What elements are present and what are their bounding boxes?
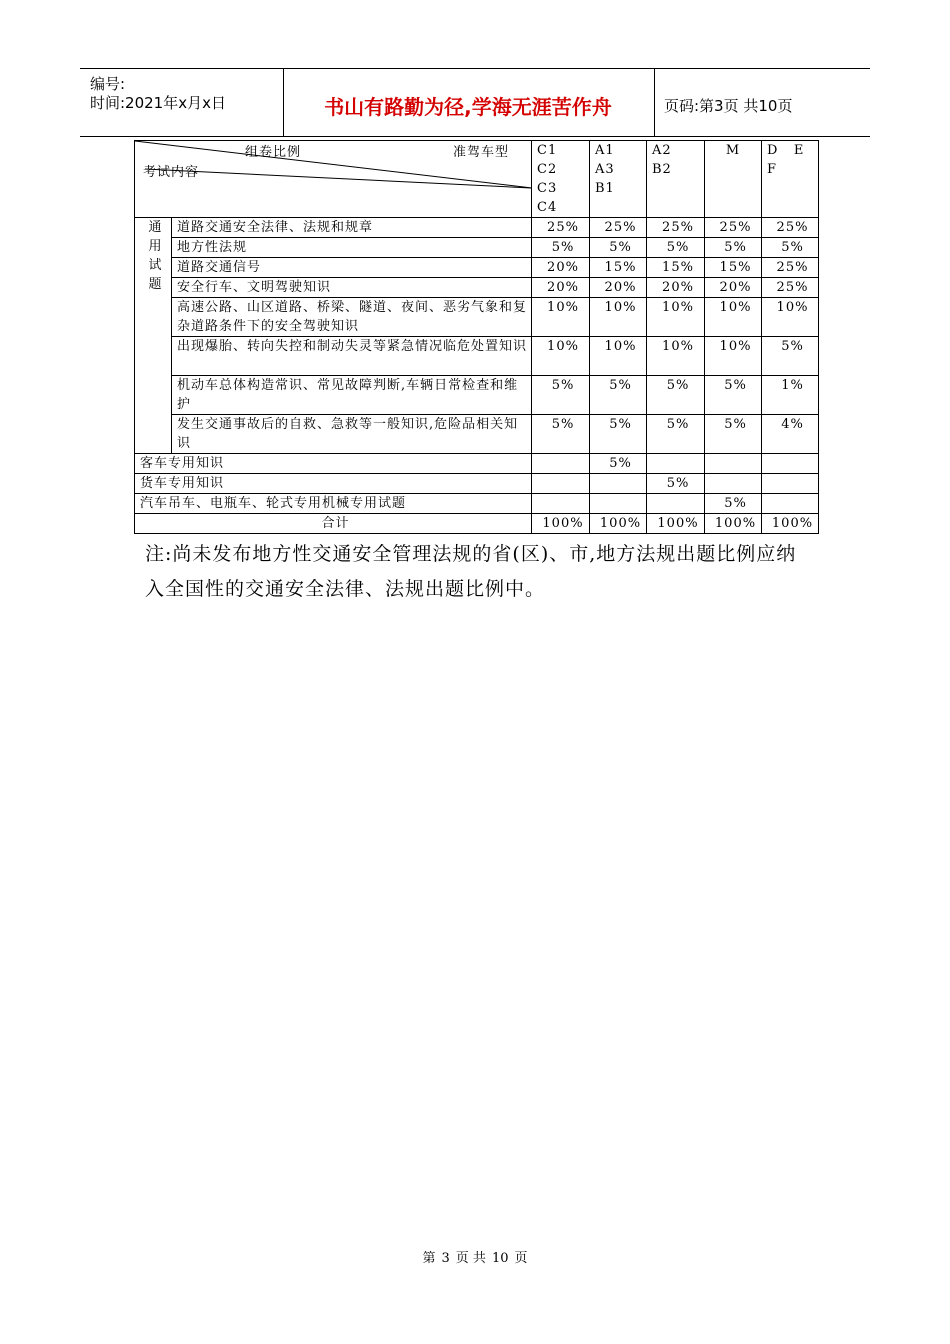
corner-label-exam-content: 考试内容 xyxy=(143,165,200,180)
ratio-cell xyxy=(647,494,705,514)
column-header-label: A2 B2 xyxy=(652,143,672,177)
column-header xyxy=(532,141,590,218)
column-header xyxy=(762,141,819,218)
footer-mid: 页 共 xyxy=(455,1251,486,1266)
ratio-cell: 25% xyxy=(762,278,819,298)
ratio-cell: 5% xyxy=(590,376,647,415)
ratio-cell xyxy=(532,494,590,514)
footer-suffix: 页 xyxy=(514,1251,528,1266)
ratio-cell: 20% xyxy=(532,258,590,278)
ratio-cell: 10% xyxy=(590,337,647,376)
footer-total-pages: 10 xyxy=(491,1251,509,1266)
row-label: 机动车总体构造常识、常见故障判断,车辆日常检查和维护 xyxy=(172,376,532,415)
ratio-cell: 25% xyxy=(762,218,819,238)
corner-label-ratio: 组卷比例 xyxy=(245,145,302,160)
ratio-cell: 5% xyxy=(705,415,762,454)
column-header-label: M xyxy=(725,143,741,158)
ratio-cell: 5% xyxy=(532,415,590,454)
row-label: 出现爆胎、转向失控和制动失灵等紧急情况临危处置知识 xyxy=(172,337,532,376)
column-header-label: D E F xyxy=(767,143,805,177)
row-label: 道路交通信号 xyxy=(172,258,532,278)
total-cell: 100% xyxy=(762,514,819,534)
header-top-rule xyxy=(80,68,870,69)
general-questions-group-label: 通 用 试 题 xyxy=(135,218,172,454)
table-row xyxy=(135,238,819,258)
footer-page-number: 3 xyxy=(441,1251,450,1266)
ratio-cell: 20% xyxy=(705,278,762,298)
ratio-cell: 10% xyxy=(762,298,819,337)
ratio-cell: 5% xyxy=(590,238,647,258)
ratio-cell: 5% xyxy=(705,238,762,258)
ratio-cell: 25% xyxy=(762,258,819,278)
ratio-cell: 25% xyxy=(532,218,590,238)
ratio-cell: 20% xyxy=(590,278,647,298)
ratio-cell: 25% xyxy=(705,218,762,238)
table-row xyxy=(135,337,819,376)
header-divider-right xyxy=(654,68,655,136)
row-label: 道路交通安全法律、法规和规章 xyxy=(172,218,532,238)
total-cell: 100% xyxy=(705,514,762,534)
ratio-cell: 10% xyxy=(532,298,590,337)
ratio-cell xyxy=(590,474,647,494)
ratio-cell xyxy=(762,474,819,494)
ratio-cell: 15% xyxy=(590,258,647,278)
ratio-cell xyxy=(532,454,590,474)
table-footnote: 注:尚未发布地方性交通安全管理法规的省(区)、市,地方法规出题比例应纳入全国性的交通安全法律、法规出题比例中。 xyxy=(145,543,797,600)
column-header xyxy=(647,141,705,218)
ratio-cell: 5% xyxy=(762,238,819,258)
table-row xyxy=(135,474,819,494)
ratio-cell: 5% xyxy=(532,238,590,258)
ratio-cell: 5% xyxy=(762,337,819,376)
ratio-cell: 25% xyxy=(647,218,705,238)
ratio-cell xyxy=(705,474,762,494)
ratio-cell: 5% xyxy=(590,415,647,454)
ratio-cell: 5% xyxy=(647,376,705,415)
table-row xyxy=(135,298,819,337)
ratio-cell: 10% xyxy=(590,298,647,337)
table-row xyxy=(135,376,819,415)
table-row xyxy=(135,218,819,238)
ratio-cell: 25% xyxy=(590,218,647,238)
ratio-cell xyxy=(532,474,590,494)
header-bottom-rule xyxy=(80,136,870,137)
row-label: 货车专用知识 xyxy=(135,474,532,494)
column-header-label: A1 A3 B1 xyxy=(595,143,615,196)
table-row xyxy=(135,454,819,474)
ratio-cell xyxy=(590,494,647,514)
total-cell: 100% xyxy=(647,514,705,534)
row-label: 发生交通事故后的自救、急救等一般知识,危险品相关知识 xyxy=(172,415,532,454)
ratio-cell xyxy=(762,494,819,514)
total-cell: 100% xyxy=(590,514,647,534)
total-cell: 100% xyxy=(532,514,590,534)
ratio-cell: 10% xyxy=(705,298,762,337)
footer-prefix: 第 xyxy=(422,1251,436,1266)
document-date-label: 时间:2021年x月x日 xyxy=(90,94,226,112)
row-label: 地方性法规 xyxy=(172,238,532,258)
table-row xyxy=(135,494,819,514)
table-row xyxy=(135,278,819,298)
column-header xyxy=(590,141,647,218)
column-header-label: C1 C2 C3 C4 xyxy=(537,143,558,215)
row-label: 客车专用知识 xyxy=(135,454,532,474)
ratio-cell: 4% xyxy=(762,415,819,454)
ratio-cell: 10% xyxy=(532,337,590,376)
ratio-cell: 5% xyxy=(647,415,705,454)
row-label: 汽车吊车、电瓶车、轮式专用机械专用试题 xyxy=(135,494,532,514)
ratio-cell: 15% xyxy=(647,258,705,278)
table-header-row xyxy=(135,141,819,218)
ratio-cell: 5% xyxy=(647,474,705,494)
ratio-cell: 5% xyxy=(532,376,590,415)
column-header xyxy=(705,141,762,218)
ratio-cell: 5% xyxy=(647,238,705,258)
ratio-cell: 10% xyxy=(705,337,762,376)
corner-label-vehicle-type: 准驾车型 xyxy=(453,145,510,160)
ratio-cell: 5% xyxy=(705,494,762,514)
ratio-cell: 20% xyxy=(532,278,590,298)
row-label: 安全行车、文明驾驶知识 xyxy=(172,278,532,298)
ratio-cell: 20% xyxy=(647,278,705,298)
row-label: 高速公路、山区道路、桥梁、隧道、夜间、恶劣气象和复杂道路条件下的安全驾驶知识 xyxy=(172,298,532,337)
table-row xyxy=(135,415,819,454)
document-number-label: 编号: xyxy=(90,75,126,93)
corner-header-cell xyxy=(135,141,532,218)
ratio-cell: 10% xyxy=(647,337,705,376)
total-label: 合计 xyxy=(135,514,532,534)
ratio-cell: 1% xyxy=(762,376,819,415)
page-footer xyxy=(0,1247,950,1266)
total-row xyxy=(135,514,819,534)
exam-ratio-table xyxy=(134,140,819,534)
ratio-cell: 10% xyxy=(647,298,705,337)
ratio-cell: 5% xyxy=(705,376,762,415)
page-indicator: 页码:第3页 共10页 xyxy=(664,97,793,115)
ratio-cell xyxy=(705,454,762,474)
ratio-cell: 15% xyxy=(705,258,762,278)
ratio-cell xyxy=(647,454,705,474)
ratio-cell xyxy=(762,454,819,474)
table-row xyxy=(135,258,819,278)
ratio-cell: 5% xyxy=(590,454,647,474)
header-motto: 书山有路勤为径,学海无涯苦作舟 xyxy=(324,95,612,119)
